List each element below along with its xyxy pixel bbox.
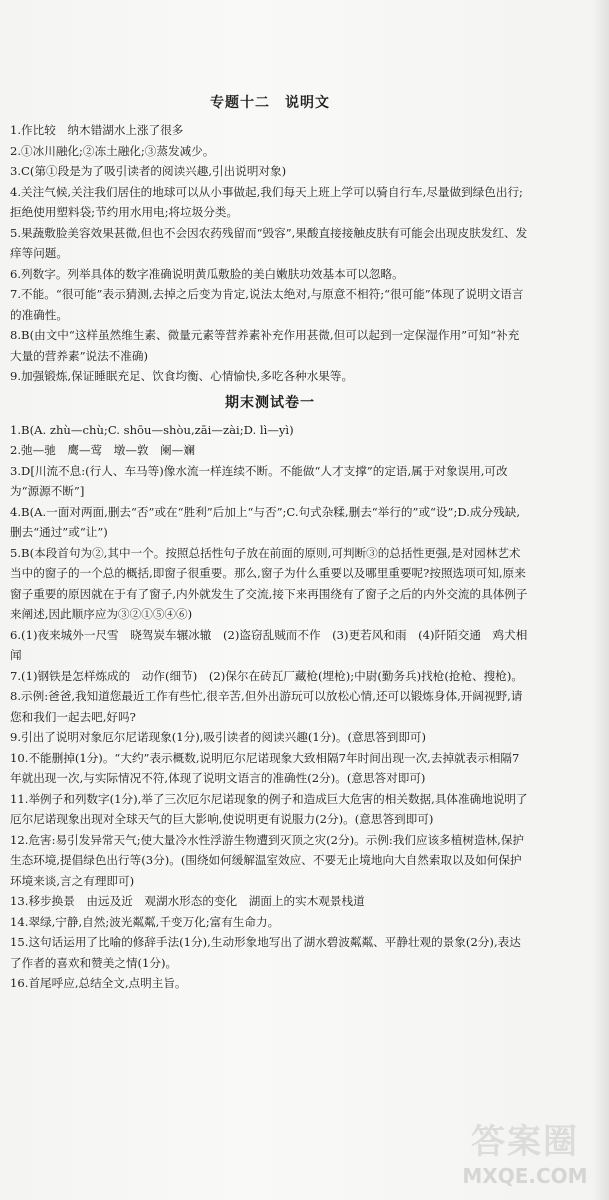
- page-spine-shadow: [593, 0, 609, 1200]
- answer-item: 6.(1)夜来城外一尺雪 晓驾炭车辗冰辙 (2)盗窃乱贼而不作 (3)更若风和雨 (4)阡陌交通 鸡犬相闻: [10, 627, 528, 662]
- section-expository-list: [10, 120, 530, 387]
- section-title-final-exam: 期末测试卷一: [225, 394, 315, 411]
- answer-item: 3.D[川流不息:(行人、车马等)像水流一样连续不断。不能做“人才支撑”的定语,属于对象误用,可改为“源源不断”]: [10, 463, 508, 498]
- answer-item: 15.这句话运用了比喻的修辞手法(1分),生动形象地写出了湖水碧波粼粼、平静壮观的景象(2分),表达了作者的喜欢和赞美之情(1分)。: [10, 935, 521, 970]
- answer-item: 9.引出了说明对象厄尔尼诺现象(1分),吸引读者的阅读兴趣(1分)。(意思答到即可): [10, 730, 427, 744]
- answer-item: 4.关注气候,关注我们居住的地球可以从小事做起,我们每天上班上学可以骑自行车,尽量做到绿色出行;拒绝使用塑料袋;节约用水用电;将垃圾分类。: [10, 184, 523, 219]
- answer-item: 1.B(A. zhù—chù;C. shōu—shòu,zāi—zài;D. lì—yì): [10, 422, 294, 437]
- answer-item: 8.示例:爸爸,我知道您最近工作有些忙,很辛苦,但外出游玩可以放松心情,还可以锻炼身体,开阔视野,请您和我们一起去吧,好吗?: [10, 689, 523, 724]
- answer-item: 7.(1)钢铁是怎样炼成的 动作(细节) (2)保尔在砖瓦厂藏枪(埋枪);中尉(勤务兵)找枪(抢枪、搜枪)。: [10, 668, 523, 683]
- answer-item: 11.举例子和列数字(1分),举了三次厄尔尼诺现象的例子和造成巨大危害的相关数据,具体准确地说明了厄尔尼诺现象出现对全球天气的巨大影响,使说明更有说服力(2分)。(意思答到即可): [10, 791, 528, 826]
- section-title-expository: 专题十二 说明文: [210, 95, 330, 111]
- answer-item: 3.C(第①段是为了吸引读者的阅读兴趣,引出说明对象): [10, 164, 287, 178]
- answer-item: 14.翠绿,宁静,自然;波光粼粼,千变万化;富有生命力。: [10, 914, 280, 929]
- answer-item: 16.首尾呼应,总结全文,点明主旨。: [10, 976, 187, 990]
- watermark-logo-text: 答案圈: [471, 1122, 579, 1162]
- answer-item: 8.B(由文中“这样虽然维生素、微量元素等营养素补充作用甚微,但可以起到一定保湿作用”可知“补充大量的营养素”说法不准确): [10, 328, 520, 363]
- answer-item: 9.加强锻炼,保证睡眠充足、饮食均衡、心情愉快,多吃各种水果等。: [10, 369, 354, 383]
- answer-item: 2.①冰川融化;②冻土融化;③蒸发减少。: [10, 143, 215, 158]
- answer-item: 4.B(A.一面对两面,删去“否”或在“胜利”后加上“与否”;C.句式杂糅,删去“举行的”或“设”;D.成分残缺,删去“通过”或“让”): [10, 504, 521, 539]
- answer-item: 6.列数字。列举具体的数字准确说明黄瓜敷脸的美白嫩肤功效基本可以忽略。: [10, 266, 404, 281]
- watermark-url: MXQE.COM: [462, 1164, 588, 1188]
- answer-item: 5.B(本段首句为②,其中一个。按照总括性句子放在前面的原则,可判断③的总括性更强,是对园林艺术当中的窗子的一个总的概括,即窗子很重要。那么,窗子为什么重要以及哪里重要呢?按照选项可知,原来窗子重要的原因就在于有了窗子,内外就发生了交流,接下来再围绕有了窗子之后的内外交流的具体例子来阐述,因此顺序应为③②①⑤④⑥): [10, 545, 528, 621]
- site-watermark: [455, 1120, 595, 1190]
- answer-item: 10.不能删掉(1分)。“大约”表示概数,说明厄尔尼诺现象大致相隔7年时间出现一次,去掉就表示相隔7年就出现一次,与实际情况不符,体现了说明文语言的准确性(2分)。(意思答对即可): [10, 750, 520, 785]
- answer-item: 1.作比较 纳木错湖水上涨了很多: [10, 123, 184, 137]
- answer-item: 12.危害:易引发异常天气;使大量冷水性浮游生物遭到灭顶之灾(2分)。示例:我们应该多植树造林,保护生态环境,提倡绿色出行等(3分)。(围绕如何缓解温室效应、不要无止境地向大自然索取以及如何保护环境来谈,言之有理即可): [10, 832, 525, 888]
- section-final-exam-list: [10, 420, 530, 994]
- answer-item: 13.移步换景 由远及近 观湖水形态的变化 湖面上的实木观景栈道: [10, 894, 365, 908]
- answer-content: [10, 92, 530, 994]
- answer-item: 7.不能。“很可能”表示猜测,去掉之后变为肯定,说法太绝对,与原意不相符;“很可能”体现了说明文语言的准确性。: [10, 287, 524, 322]
- answer-item: 5.果蔬敷脸美容效果甚微,但也不会因农药残留而“毁容”,果酸直接接触皮肤有可能会出现皮肤发红、发痒等问题。: [10, 225, 528, 260]
- answer-item: 2.弛—驰 鹰—莺 墩—敦 阑—斓: [10, 443, 195, 457]
